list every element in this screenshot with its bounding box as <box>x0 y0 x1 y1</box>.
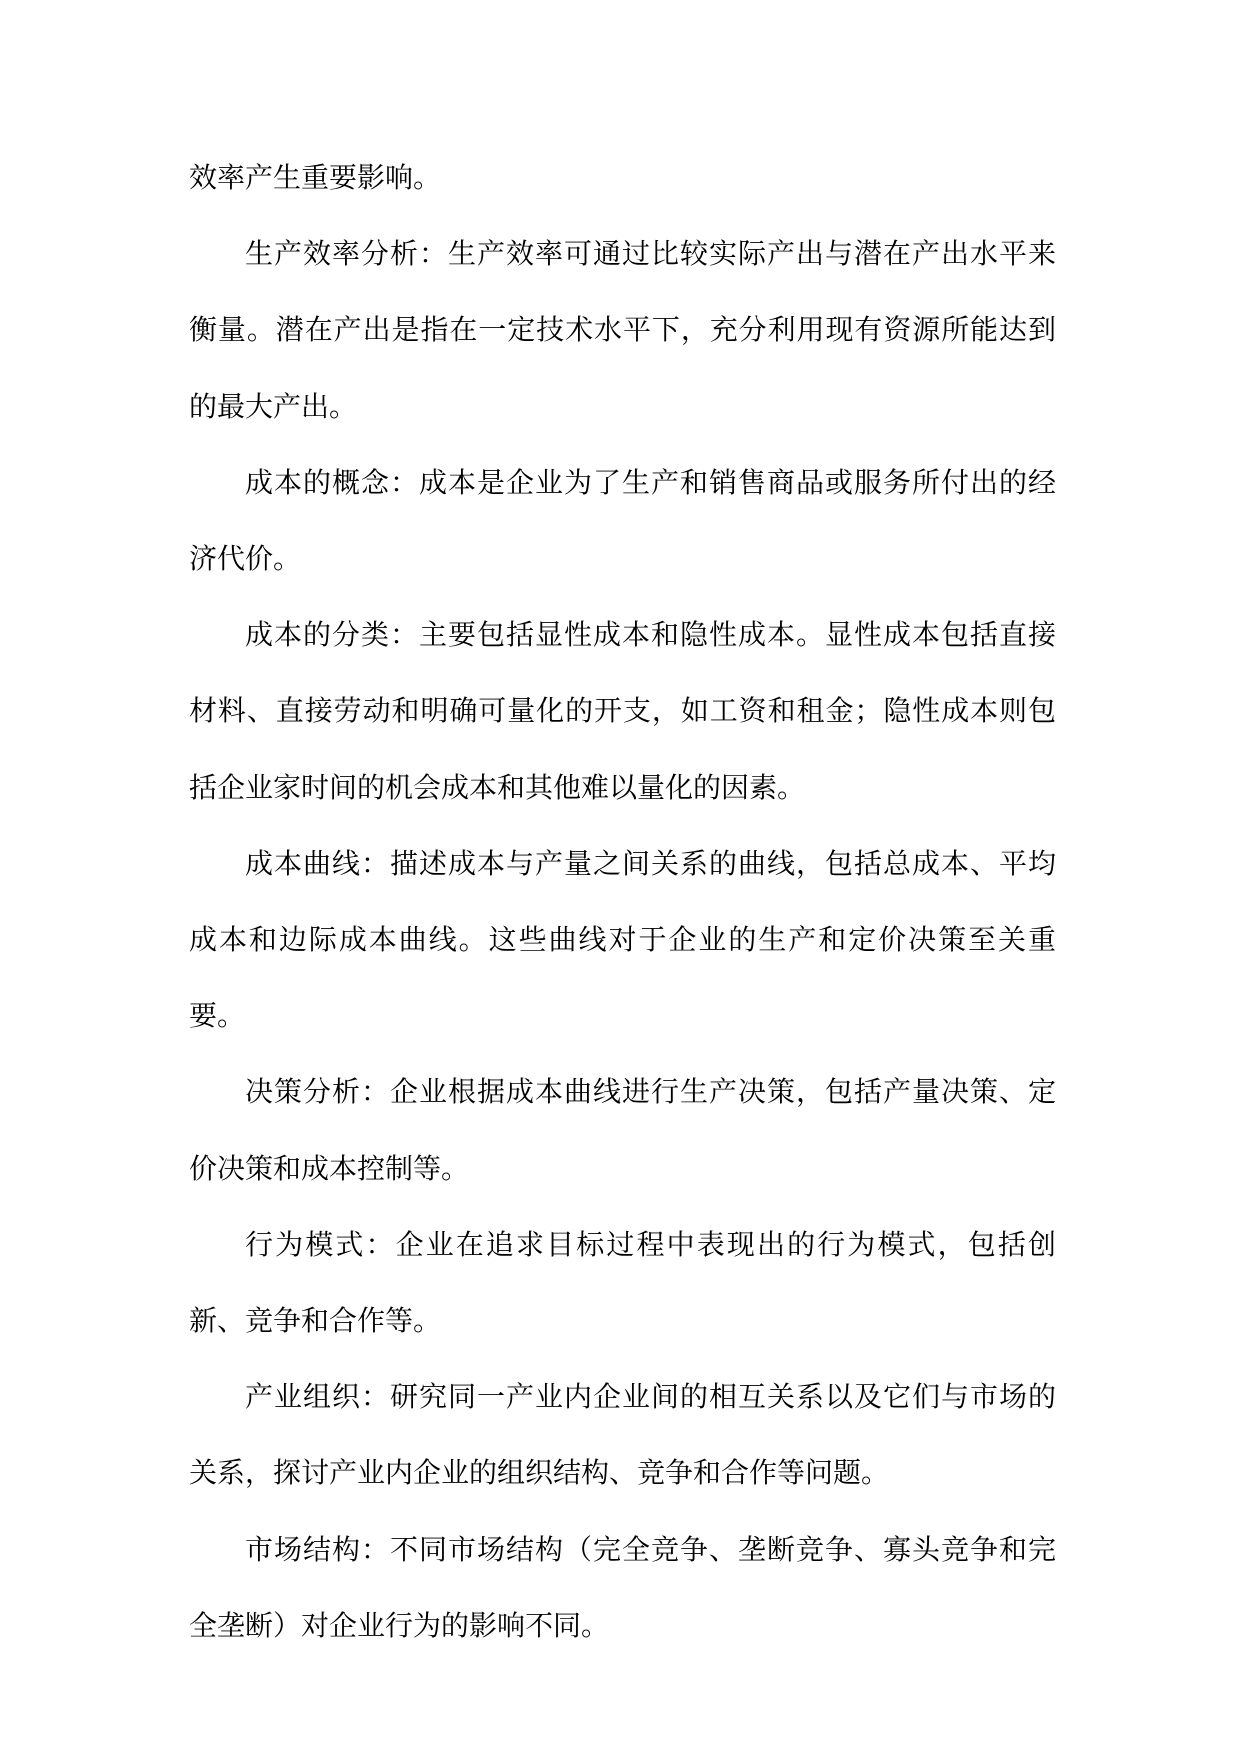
paragraph-industrial-organization: 产业组织：研究同一产业内企业间的相互关系以及它们与市场的关系，探讨产业内企业的组织结构、竞争和合作等问题。 <box>189 1380 1056 1490</box>
body-text <box>189 140 1056 1664</box>
paragraph-cost-classification: 成本的分类：主要包括显性成本和隐性成本。显性成本包括直接材料、直接劳动和明确可量化的开支，如工资和租金；隐性成本则包括企业家时间的机会成本和其他难以量化的因素。 <box>189 618 1056 804</box>
paragraph-cost-concept: 成本的概念：成本是企业为了生产和销售商品或服务所付出的经济代价。 <box>189 465 1056 576</box>
paragraph-decision-analysis: 决策分析：企业根据成本曲线进行生产决策，包括产量决策、定价决策和成本控制等。 <box>189 1075 1056 1185</box>
paragraph-behavior-pattern: 行为模式：企业在追求目标过程中表现出的行为模式，包括创新、竞争和合作等。 <box>189 1227 1056 1338</box>
paragraph-continuation: 效率产生重要影响。 <box>189 161 442 194</box>
paragraph-cost-curve: 成本曲线：描述成本与产量之间关系的曲线，包括总成本、平均成本和边际成本曲线。这些曲线对于企业的生产和定价决策至关重要。 <box>189 846 1056 1033</box>
paragraph-production-efficiency: 生产效率分析：生产效率可通过比较实际产出与潜在产出水平来衡量。潜在产出是指在一定技术水平下，充分利用现有资源所能达到的最大产出。 <box>189 237 1056 423</box>
paragraph-market-structure: 市场结构：不同市场结构（完全竞争、垄断竞争、寡头竞争和完全垄断）对企业行为的影响不同。 <box>189 1532 1056 1642</box>
